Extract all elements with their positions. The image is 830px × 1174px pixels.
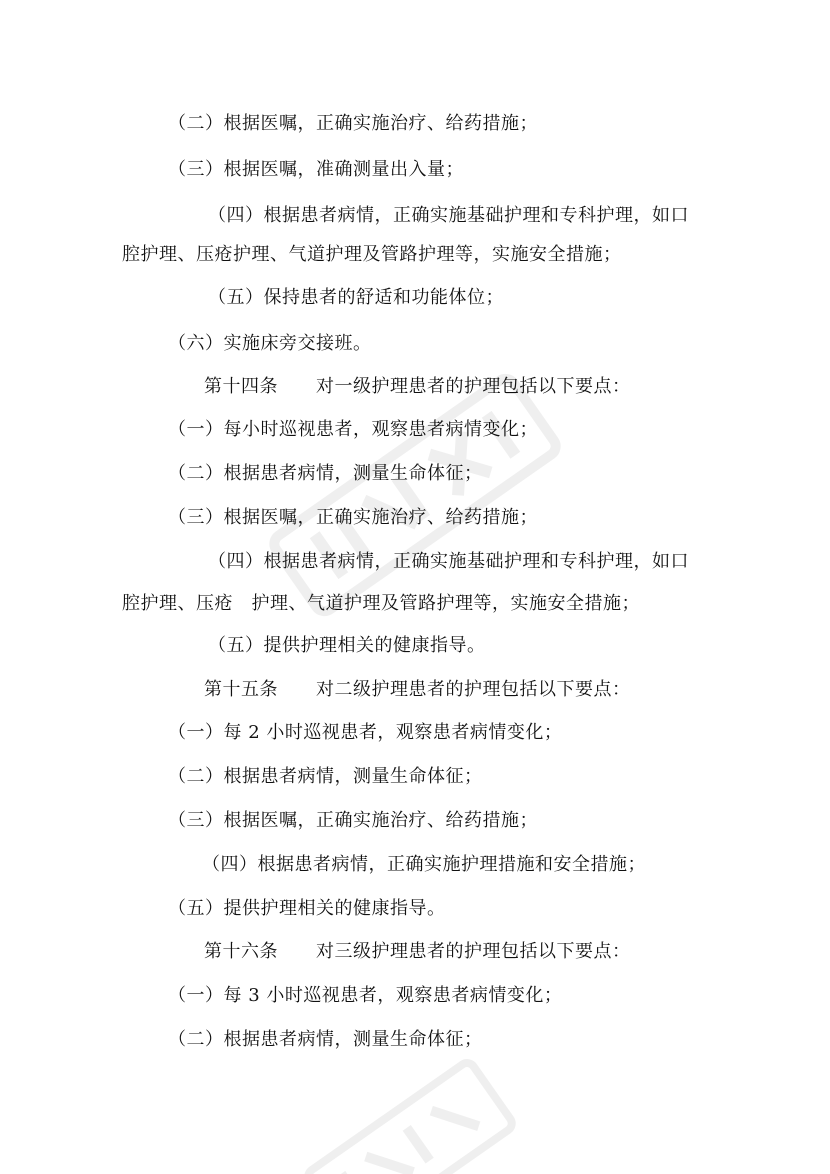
text-line: （一）每小时巡视患者，观察患者病情变化； xyxy=(168,419,538,440)
text-line: （一）每 3 小时巡视患者，观察患者病情变化； xyxy=(168,985,563,1006)
text-line: （四）根据患者病情，正确实施护理措施和安全措施； xyxy=(202,854,646,875)
text-line: （三）根据医嘱，准确测量出入量； xyxy=(168,159,464,180)
text-line: （五）提供护理相关的健康指导。 xyxy=(168,898,446,919)
article-heading xyxy=(204,678,631,702)
text-line: 腔护理、压疮 护理、气道护理及管路护理等，实施安全措施； xyxy=(122,593,640,614)
text-line: （一）每 2 小时巡视患者，观察患者病情变化； xyxy=(168,722,563,743)
text-line: （二）根据患者病情，测量生命体征； xyxy=(168,1029,483,1050)
text-line: （三）根据医嘱，正确实施治疗、给药措施； xyxy=(168,810,538,831)
text-line: （三）根据医嘱，正确实施治疗、给药措施； xyxy=(168,507,538,528)
article-text: 对二级护理患者的护理包括以下要点： xyxy=(316,679,631,700)
article-number: 第十五条 xyxy=(204,679,278,700)
text-line: 腔护理、压疮护理、气道护理及管路护理等，实施安全措施； xyxy=(122,244,622,265)
article-number: 第十四条 xyxy=(204,376,278,397)
watermark-bottom-icon xyxy=(285,1038,534,1174)
text-line: （二）根据医嘱，正确实施治疗、给药措施； xyxy=(168,113,538,134)
article-text: 对一级护理患者的护理包括以下要点： xyxy=(316,376,631,397)
article-heading xyxy=(204,940,631,964)
article-text: 对三级护理患者的护理包括以下要点： xyxy=(316,941,631,962)
text-line: （五）提供护理相关的健康指导。 xyxy=(208,635,486,656)
text-line: （二）根据患者病情，测量生命体征； xyxy=(168,766,483,787)
text-line: （四）根据患者病情，正确实施基础护理和专科护理，如口 xyxy=(208,551,689,572)
text-line: （五）保持患者的舒适和功能体位； xyxy=(208,287,504,308)
article-number: 第十六条 xyxy=(204,941,278,962)
text-line: （六）实施床旁交接班。 xyxy=(168,333,372,354)
article-heading xyxy=(204,375,631,399)
text-line: （二）根据患者病情，测量生命体征； xyxy=(168,463,483,484)
text-line: （四）根据患者病情，正确实施基础护理和专科护理，如口 xyxy=(208,205,689,226)
